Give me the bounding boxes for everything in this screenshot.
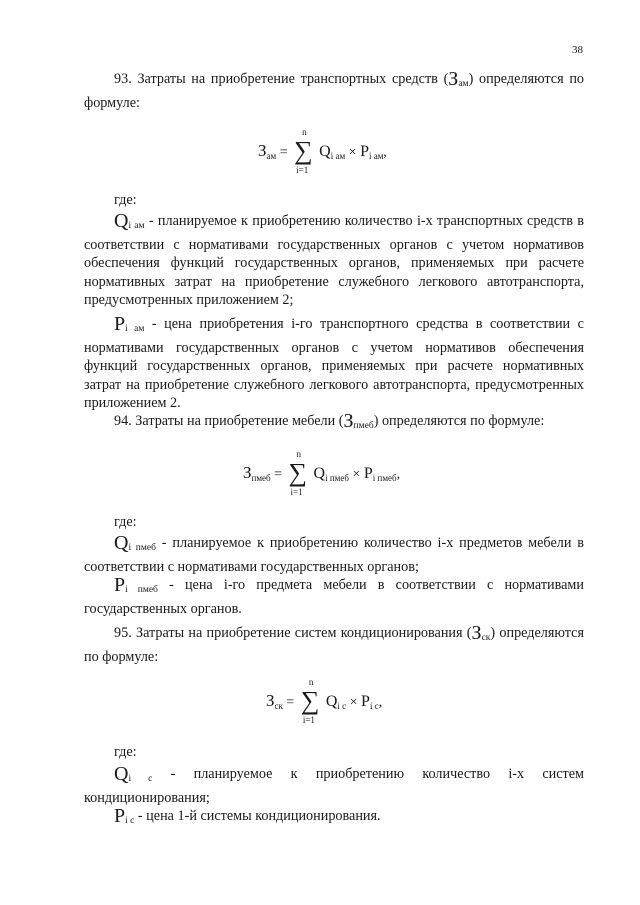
def-p95-sub: i с [125, 816, 135, 826]
formula-94-sum [288, 449, 312, 497]
def-q95-symbol: Q [114, 763, 129, 785]
formula-95-tail: , [378, 695, 383, 711]
formula-94-q: Q [313, 465, 326, 483]
def-q93-text: - планируемое к приобретению количество i-х транспортных средств в соответствии с нормативами государственных органов с учетом нормативов обеспечения функций государственных органов, применяемых при расчете нормативных затрат на приобретение служебного легкового автотранспорта, предусмотренных приложением 2; [84, 213, 584, 308]
formula-95-equals: = [286, 695, 295, 711]
formula-94-lower-limit: i=1 [290, 487, 303, 497]
where-label-95: где: [114, 744, 137, 760]
formula-93-p-sub: i ам [368, 151, 384, 162]
formula-93-upper-limit: n [302, 127, 307, 137]
page-number: 38 [572, 44, 583, 56]
formula-94 [243, 449, 401, 505]
formula-95 [266, 677, 383, 733]
definition-p95 [84, 807, 584, 831]
def-q94-text: - планируемое к приобретению количество i-х предметов мебели в соответствии с нормативами государственных органов; [84, 535, 584, 575]
formula-94-lhs-sub: пмеб [251, 473, 271, 484]
section-93-text-before: 93. Затраты на приобретение транспортных средств ( [114, 71, 449, 87]
formula-95-lower-limit: i=1 [302, 715, 315, 725]
formula-94-q-sub: i пмеб [325, 473, 349, 484]
def-p94-sub: i пмеб [125, 585, 158, 595]
formula-94-tail: , [396, 467, 401, 483]
formula-94-p: P [363, 465, 373, 483]
formula-93-lhs: З [258, 141, 267, 161]
def-p95-text: - цена 1-й системы кондиционирования. [134, 808, 381, 824]
section-94-text-after: ) определяются по формуле: [373, 413, 545, 429]
formula-94-lhs: З [243, 463, 252, 483]
formula-95-lhs-sub: ск [274, 701, 283, 712]
where-label-94: где: [114, 514, 137, 530]
def-p93-symbol: P [114, 313, 126, 335]
section-94-symbol: З [343, 410, 354, 432]
definition-q93 [84, 212, 584, 310]
formula-93-q: Q [319, 143, 331, 161]
section-95-symbol-sub: ск [481, 633, 491, 643]
formula-95-sum [300, 677, 324, 725]
sigma-icon: ∑ [300, 686, 320, 715]
formula-93-lower-limit: i=1 [296, 165, 309, 175]
definition-q94 [84, 534, 584, 576]
section-94-intro [84, 412, 584, 436]
def-q95-text: - планируемое к приобретению количество i-х систем кондиционирования; [84, 766, 584, 806]
sigma-icon: ∑ [294, 136, 313, 165]
def-q93-symbol: Q [114, 210, 129, 232]
formula-93-q-sub: i ам [330, 151, 346, 162]
section-93-text-after: ) определяются по формуле: [84, 71, 585, 111]
section-95-text-after: ) определяются по формуле: [84, 625, 585, 665]
section-95-text-before: 95. Затраты на приобретение систем кондиционирования ( [114, 625, 472, 641]
formula-95-lhs: З [266, 691, 275, 711]
section-93-symbol: З [448, 68, 459, 90]
section-94-symbol-sub: пмеб [353, 421, 374, 431]
def-p94-text: - цена i-го предмета мебели в соответствии с нормативами государственных органов. [84, 577, 584, 617]
definition-p93 [84, 315, 584, 413]
formula-94-times: × [352, 467, 361, 483]
def-q94-sub: i пмеб [128, 543, 156, 553]
section-93-symbol-sub: ам [458, 79, 469, 89]
def-p95-symbol: P [114, 805, 126, 827]
definition-p94 [84, 576, 584, 618]
def-p94-symbol: P [114, 574, 126, 596]
formula-94-p-sub: i пмеб [372, 473, 397, 484]
formula-94-upper-limit: n [296, 449, 302, 459]
formula-95-q: Q [325, 693, 338, 711]
def-p93-sub: i ам [125, 324, 145, 334]
section-95-symbol: З [471, 622, 482, 644]
formula-95-p: P [361, 693, 370, 711]
definition-q95 [84, 765, 584, 807]
where-label-93: где: [114, 192, 137, 208]
formula-95-p-sub: i с [369, 701, 379, 712]
formula-95-q-sub: i с [337, 701, 347, 712]
formula-93-equals: = [279, 145, 288, 161]
formula-94-equals: = [274, 467, 283, 483]
formula-95-times: × [349, 695, 358, 711]
formula-93 [258, 127, 387, 183]
section-93-intro [84, 70, 584, 112]
section-95-intro [84, 624, 584, 666]
def-q95-sub: i с [128, 774, 153, 784]
formula-93-sum [293, 127, 317, 175]
formula-93-times: × [348, 145, 357, 161]
def-p93-text: - цена приобретения i-го транспортного средства в соответствии с нормативами государственных органов с учетом нормативов обеспечения функций государственных органов, применяемых при расчете нормативных затрат на приобретение служебного легкового автотранспорта, предусмотренных приложением 2. [84, 316, 584, 411]
def-q93-sub: i ам [128, 221, 145, 231]
section-94-text-before: 94. Затраты на приобретение мебели ( [114, 413, 344, 429]
formula-95-upper-limit: n [308, 677, 314, 687]
def-q94-symbol: Q [114, 532, 129, 554]
sigma-icon: ∑ [288, 458, 308, 487]
formula-93-lhs-sub: ам [266, 151, 277, 162]
formula-93-p: P [360, 143, 369, 161]
formula-93-tail: , [383, 145, 387, 161]
